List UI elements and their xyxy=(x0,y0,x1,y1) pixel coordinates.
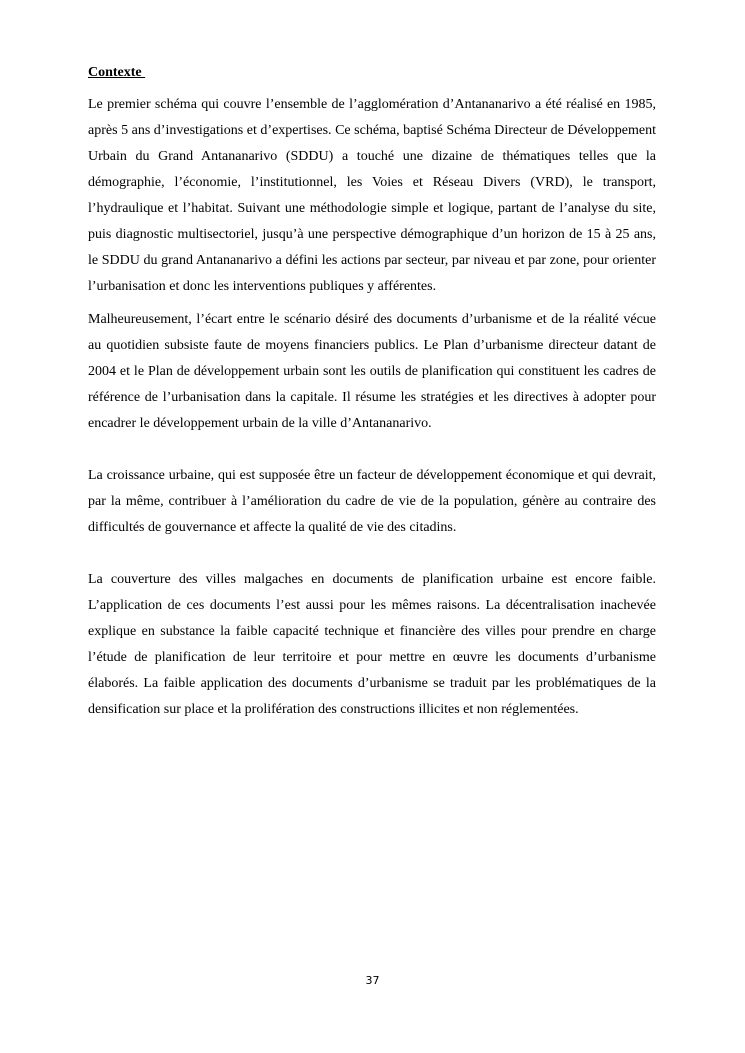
paragraph-4: La couverture des villes malgaches en documents de planification urbaine est encore faible. L’application de ces documents l’est aussi pour les mêmes raisons. La décentralisation inachevée explique en substance la faible capacité technique et financière des villes pour prendre en charge l’étude de planification de leur territoire et pour mettre en œuvre les documents d’urbanisme élaborés. La faible application des documents d’urbanisme se traduit par les problématiques de la densification sur place et la prolifération des constructions illicites et non réglementées. xyxy=(88,572,656,717)
paragraph-3: La croissance urbaine, qui est supposée être un facteur de développement économique et qui devrait, par la même, contribuer à l’amélioration du cadre de vie de la population, génère au contraire des difficultés de gouvernance et affecte la qualité de vie des citadins. xyxy=(88,468,656,535)
paragraph-spacer xyxy=(88,300,656,307)
paragraph-spacer xyxy=(88,437,656,463)
page-number: 37 xyxy=(365,974,380,987)
document-body xyxy=(88,60,656,723)
paragraph-spacer xyxy=(88,541,656,567)
section-heading: Contexte xyxy=(88,65,146,80)
paragraph-1: Le premier schéma qui couvre l’ensemble de l’agglomération d’Antananarivo a été réalisé en 1985, après 5 ans d’investigations et d’expertises. Ce schéma, baptisé Schéma Directeur de Développement Urbain du Grand Antananarivo (SDDU) a touché une dizaine de thématiques telles que la démographie, l’économie, l’institutionnel, les Voies et Réseau Divers (VRD), le transport, l’hydraulique et l’habitat. Suivant une méthodologie simple et logique, partant de l’analyse du site, puis diagnostic multisectoriel, jusqu’à une perspective démographique d’un horizon de 15 à 25 ans, le SDDU du grand Antananarivo a défini les actions par secteur, par niveau et par zone, pour orienter l’urbanisation et donc les interventions publiques y afférentes. xyxy=(88,97,656,294)
paragraph-2: Malheureusement, l’écart entre le scénario désiré des documents d’urbanisme et de la réalité vécue au quotidien subsiste faute de moyens financiers publics. Le Plan d’urbanisme directeur datant de 2004 et le Plan de développement urbain sont les outils de planification qui constituent les cadres de référence de l’urbanisation dans la capitale. Il résume les stratégies et les directives à adopter pour encadrer le développement urbain de la ville d’Antananarivo. xyxy=(88,312,656,431)
